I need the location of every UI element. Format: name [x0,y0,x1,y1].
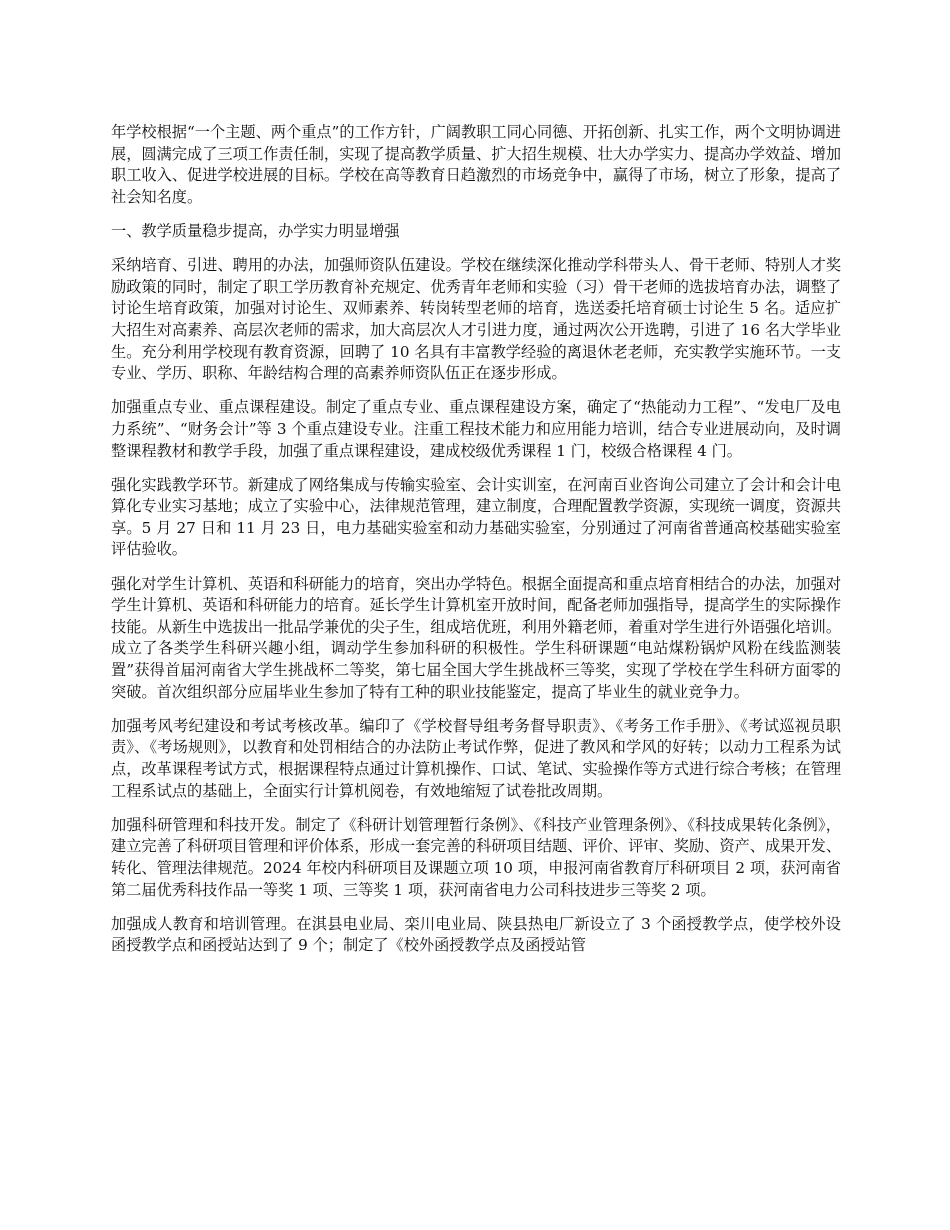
paragraph-adult-education: 加强成人教育和培训管理。在淇县电业局、栾川电业局、陕县热电厂新设立了 3 个函授教学点，使学校外设函授教学点和函授站达到了 9 个；制定了《校外函授教学点及函授站管 [111,914,841,955]
paragraph-faculty: 采纳培育、引进、聘用的办法，加强师资队伍建设。学校在继续深化推动学科带头人、骨干老师、特别人才奖励政策的同时，制定了职工学历教育补充规定、优秀青年老师和实验（习）骨干老师的选拔培育办法，调整了讨论生培育政策，加强对讨论生、双师素养、转岗转型老师的培育，选送委托培育硕士讨论生 5 名。适应扩大招生对高素养、高层次老师的需求，加大高层次人才引进力度，通过两次公开选聘，引进了 16 名大学毕业生。充分利用学校现有教育资源，回聘了 10 名具有丰富教学经验的离退休老老师，充实教学实施环节。一支专业、学历、职称、年龄结构合理的高素养师资队伍正在逐步形成。 [111,256,841,383]
intro-paragraph: 年学校根据“一个主题、两个重点”的工作方针，广阔教职工同心同德、开拓创新、扎实工作，两个文明协调进展，圆满完成了三项工作责任制，实现了提高教学质量、扩大招生规模、壮大办学实力、提高办学效益、增加职工收入、促进学校进展的目标。学校在高等教育日趋激烈的市场竞争中，赢得了市场，树立了形象，提高了社会知名度。 [111,123,841,206]
paragraph-research: 加强科研管理和科技开发。制定了《科研计划管理暂行条例》、《科技产业管理条例》、《科技成果转化条例》，建立完善了科研项目管理和评价体系，形成一套完善的科研项目结题、评价、评审、奖励、资产、成果开发、转化、管理法律规范。2024 年校内科研项目及课题立项 10 项，申报河南省教育厅科研项目 2 项，获河南省第二届优秀科技作品一等奖 1 项、三等奖 1 项，获河南省电力公司科技进步三等奖 2 项。 [111,815,841,899]
section-heading: 一、教学质量稳步提高，办学实力明显增强 [111,221,400,240]
paragraph-practice-teaching: 强化实践教学环节。新建成了网络集成与传输实验室、会计实训室，在河南百业咨询公司建立了会计和会计电算化专业实习基地；成立了实验中心，法律规范管理，建立制度，合理配置教学资源，实现统一调度，资源共享。5 月 27 日和 11 月 23 日，电力基础实验室和动力基础实验室，分别通过了河南省普通高校基础实验室评估验收。 [111,475,841,559]
paragraph-exam-reform: 加强考风考纪建设和考试考核改革。编印了《学校督导组考务督导职责》、《考务工作手册》、《考试巡视员职责》、《考场规则》，以教育和处罚相结合的办法防止考试作弊，促进了教风和学风的好转；以动力工程系为试点，改革课程考试方式，根据课程特点通过计算机操作、口试、笔试、实验操作等方式进行综合考核；在管理工程系试点的基础上，全面实行计算机阅卷，有效地缩短了试卷批改周期。 [111,716,841,800]
paragraph-key-majors: 加强重点专业、重点课程建设。制定了重点专业、重点课程建设方案，确定了“热能动力工程”、“发电厂及电力系统”、“财务会计”等 3 个重点建设专业。注重工程技术能力和应用能力培训，结合专业进展动向，及时调整课程教材和教学手段，加强了重点课程建设，建成校级优秀课程 1 门，校级合格课程 4 门。 [111,398,841,460]
paragraph-student-abilities: 强化对学生计算机、英语和科研能力的培育，突出办学特色。根据全面提高和重点培育相结合的办法，加强对学生计算机、英语和科研能力的培育。延长学生计算机室开放时间，配备老师加强指导，提高学生的实际操作技能。从新生中选拔出一批品学兼优的尖子生，组成培优班，利用外籍老师，着重对学生进行外语强化培训。成立了各类学生科研兴趣小组，调动学生参加科研的积极性。学生科研课题“电站煤粉锅炉风粉在线监测装置”获得首届河南省大学生挑战杯二等奖，第七届全国大学生挑战杯三等奖，实现了学校在学生科研方面零的突破。首次组织部分应届毕业生参加了特有工种的职业技能鉴定，提高了毕业生的就业竞争力。 [111,574,841,701]
document-page [111,122,841,970]
